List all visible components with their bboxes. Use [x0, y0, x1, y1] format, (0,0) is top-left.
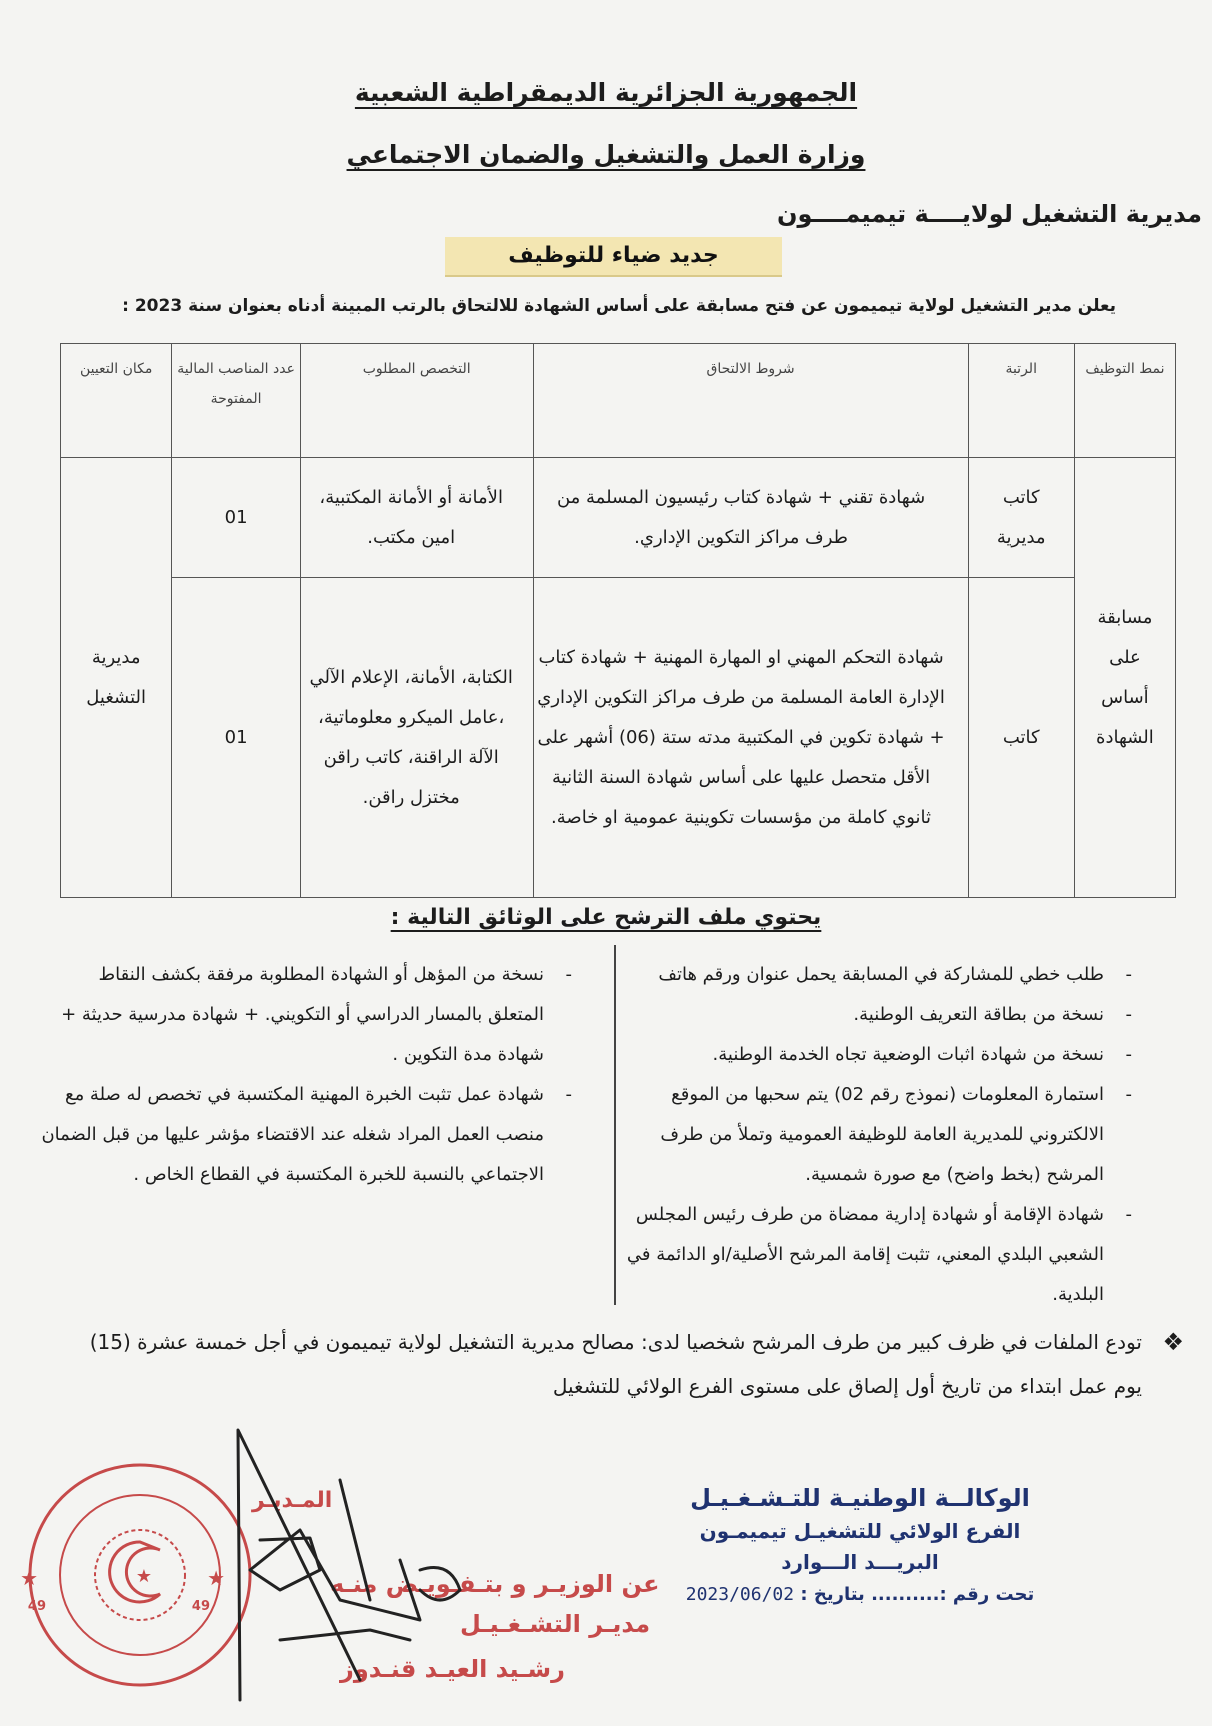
- list-item: - شهادة الإقامة أو شهادة إدارية ممضاة من طرف رئيس المجلس الشعبي البلدي المعني، تثبت إقامة المرشح الأصلية/او الدائمة في البلدية.: [614, 1195, 1132, 1315]
- signature-title: المـديـر: [252, 1488, 333, 1513]
- svg-text:★: ★: [20, 1566, 38, 1590]
- agency-incoming-mail: البريـــد الـــوارد: [781, 1550, 939, 1574]
- intro-paragraph: يعلن مدير التشغيل لولاية تيميمون عن فتح مسابقة على أساس الشهادة للالتحاق بالرتب المبينة أدناه بعنوان سنة 2023 :: [122, 296, 1116, 316]
- cell-mode: مسابقة على أساس الشهادة: [1074, 458, 1175, 898]
- agency-received-stamp: [670, 1480, 1050, 1612]
- cell-posts: 01: [172, 458, 300, 578]
- list-item: - نسخة من شهادة اثبات الوضعية تجاه الخدمة الوطنية.: [614, 1035, 1132, 1075]
- svg-text:★: ★: [207, 1566, 225, 1590]
- agency-name: الوكالــة الوطنيـة للتـشـغـيـل: [690, 1484, 1030, 1512]
- deposit-text: تودع الملفات في ظرف كبير من طرف المرشح شخصيا لدى: مصالح مديرية التشغيل لولاية تيميمون في أجل خمسة عشرة (15) يوم عمل ابتداء من تاريخ أول إلصاق على مستوى الفرع الولائي للتشغيل: [89, 1330, 1142, 1398]
- header-posts: عدد المناصب المالية المفتوحة: [172, 344, 300, 458]
- svg-text:★: ★: [135, 1566, 152, 1587]
- list-item: - استمارة المعلومات (نموذج رقم 02) يتم سحبها من الموقع الالكتروني للمديرية العامة للوظيفة العمومية وتملأ من طرف المرشح (بخط واضح) مع صورة شمسية.: [614, 1075, 1132, 1195]
- list-item: - طلب خطي للمشاركة في المسابقة يحمل عنوان ورقم هاتف: [614, 955, 1132, 995]
- cell-specialty: الأمانة أو الأمانة المكتبية، امين مكتب.: [300, 458, 533, 578]
- cell-grade: كاتب مديرية: [968, 458, 1074, 578]
- header-conditions: شروط الالتحاق: [533, 344, 968, 458]
- table-row: [61, 578, 1176, 898]
- documents-list-left: [37, 955, 572, 1195]
- jobs-table: [60, 343, 1176, 898]
- republic-header: الجمهورية الجزائرية الديمقراطية الشعبية: [354, 78, 858, 107]
- svg-text:49: 49: [27, 1599, 46, 1614]
- list-item: - نسخة من بطاقة التعريف الوطنية.: [614, 995, 1132, 1035]
- svg-text:49: 49: [191, 1599, 210, 1614]
- list-item: - نسخة من المؤهل أو الشهادة المطلوبة مرفقة بكشف النقاط المتعلق بالمسار الدراسي أو التكويني. + شهادة مدرسية حديثة + شهادة مدة التكوين .: [37, 955, 572, 1075]
- cell-conditions: شهادة تقني + شهادة كتاب رئيسيون المسلمة من طرف مراكز التكوين الإداري.: [533, 458, 968, 578]
- documents-list-right: [614, 955, 1132, 1315]
- registration-label: تحت رقم :.......... بتاريخ :: [800, 1584, 1035, 1605]
- table-header-row: [61, 344, 1176, 458]
- directorate-header: مديرية التشغيل لولايــــة تيميمــــون: [777, 200, 1202, 228]
- cell-posts: 01: [172, 578, 300, 898]
- cell-place: مديرية التشغيل: [61, 458, 172, 898]
- watermark-banner: جديد ضياء للتوظيف: [445, 237, 782, 277]
- agency-branch: الفرع الولائي للتشغيـل تيميمـون: [699, 1519, 1021, 1543]
- list-item: - شهادة عمل تثبت الخبرة المهنية المكتسبة في تخصص له صلة مع منصب العمل المراد شغله عند الاقتضاء مؤشر عليها من قبل الضمان الاجتماعي بالنسبة للخبرة المكتسبة في القطاع الخاص .: [37, 1075, 572, 1195]
- deposit-note: [62, 1320, 1184, 1408]
- registration-date: 2023/06/02: [685, 1584, 795, 1605]
- handwritten-signature-icon: [220, 1420, 500, 1720]
- header-grade: الرتبة: [968, 344, 1074, 458]
- cell-specialty: الكتابة، الأمانة، الإعلام الآلي ،عامل الميكرو معلوماتية، الآلة الراقنة، كاتب راقن مختزل راقن.: [300, 578, 533, 898]
- documents-title: يحتوي ملف الترشح على الوثائق التالية :: [390, 905, 822, 930]
- header-place: مكان التعيين: [61, 344, 172, 458]
- cell-conditions: شهادة التحكم المهني او المهارة المهنية + شهادة كتاب الإدارة العامة المسلمة من طرف مراكز التكوين الإداري + شهادة تكوين في المكتبية مدته ستة (06) أشهر على الأقل متحصل عليها على أساس شهادة السنة الثانية ثانوي كاملة من مؤسسات تكوينية عمومية او خاصة.: [533, 578, 968, 898]
- agency-registration-line: [670, 1578, 1050, 1612]
- header-specialty: التخصص المطلوب: [300, 344, 533, 458]
- signature-delegation: عن الوزيـر و بتـفـويـض منـه: [330, 1570, 660, 1598]
- diamond-bullet-icon: ❖: [1162, 1328, 1184, 1356]
- table-row: [61, 458, 1176, 578]
- ministry-header: وزارة العمل والتشغيل والضمان الاجتماعي: [346, 140, 866, 169]
- signature-name: رشـيد العيـد قنـدوز: [340, 1655, 565, 1683]
- header-mode: نمط التوظيف: [1074, 344, 1175, 458]
- cell-grade: كاتب: [968, 578, 1074, 898]
- signature-role: مديـر التشـغـيـل: [460, 1610, 651, 1638]
